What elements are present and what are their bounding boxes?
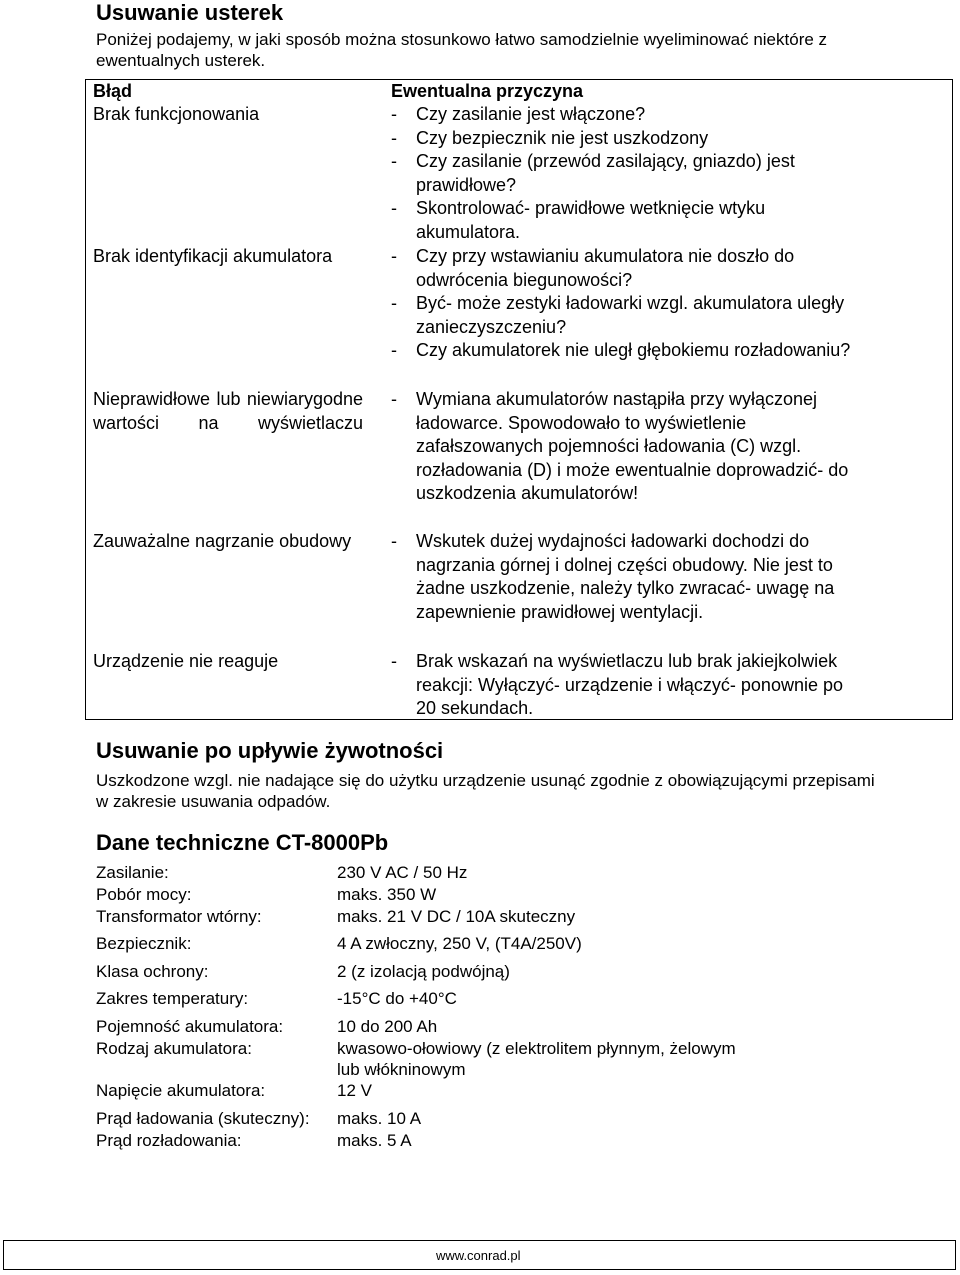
list-item: - Skontrolować- prawidłowe wetknięcie wtyku akumulatora. — [391, 198, 766, 242]
list-item: - Brak wskazań na wyświetlaczu lub brak jakiejkolwiek reakcji: Wyłączyć- urządzenie i włączyć- ponownie po 20 sekundach. — [391, 651, 843, 718]
spec-label-battery-capacity: Pojemność akumulatora: — [96, 1017, 284, 1036]
spec-value-power-supply: 230 V AC / 50 Hz — [337, 863, 468, 882]
error-wrong-values: Nieprawidłowe lub niewiarygodne wartości na wyświetlaczu — [93, 389, 363, 433]
footer-url: www.conrad.pl — [436, 1248, 521, 1263]
spec-label-protection-class: Klasa ochrony: — [96, 962, 209, 981]
spec-value-battery-capacity: 10 do 200 Ah — [337, 1017, 438, 1036]
section-title-specs: Dane techniczne CT-8000Pb — [96, 830, 389, 855]
spec-value-discharge-current: maks. 5 A — [337, 1131, 412, 1150]
spec-value-battery-voltage: 12 V — [337, 1081, 372, 1100]
table-header-cause: Ewentualna przyczyna — [391, 81, 584, 101]
spec-value-temperature-range: -15°C do +40°C — [337, 989, 457, 1008]
spec-label-power-consumption: Pobór mocy: — [96, 885, 192, 904]
spec-value-transformer: maks. 21 V DC / 10A skuteczny — [337, 907, 576, 926]
cause-list-no-function — [391, 103, 861, 244]
disposal-line-1: Uszkodzone wzgl. nie nadające się do użytku urządzenie usunąć zgodnie z obowiązującymi przepisami — [96, 771, 875, 790]
cause-list-wrong-values — [391, 388, 861, 506]
table-header-error: Błąd — [93, 81, 133, 101]
spec-label-transformer: Transformator wtórny: — [96, 907, 262, 926]
spec-label-battery-type: Rodzaj akumulatora: — [96, 1039, 252, 1058]
list-item: - Czy zasilanie (przewód zasilający, gniazdo) jest prawidłowe? — [391, 151, 795, 195]
spec-value-battery-type: kwasowo-ołowiowy (z elektrolitem płynnym, żelowym — [337, 1039, 736, 1058]
intro-line-1: Poniżej podajemy, w jaki sposób można stosunkowo łatwo samodzielnie wyeliminować niektóre z — [96, 30, 828, 49]
troubleshooting-intro — [96, 29, 958, 71]
spec-label-fuse: Bezpiecznik: — [96, 934, 192, 953]
cause-list-overheating — [391, 530, 861, 624]
list-item: - Czy akumulatorek nie uległ głębokiemu rozładowaniu? — [391, 340, 851, 360]
list-item: - Wskutek dużej wydajności ładowarki dochodzi do nagrzania górnej i dolnej części obudowy. Nie jest to żadne uszkodzenie, należy tylko zwracać- uwagę na zapewnienie prawidłowej wentylacji. — [391, 531, 835, 622]
spec-label-discharge-current: Prąd rozładowania: — [96, 1131, 242, 1150]
cause-list-no-response — [391, 650, 861, 721]
intro-line-2: ewentualnych usterek. — [96, 51, 266, 70]
section-title-troubleshooting: Usuwanie usterek — [96, 0, 284, 25]
list-item: - Czy zasilanie jest włączone? — [391, 104, 646, 124]
disposal-text — [96, 770, 958, 812]
disposal-line-2: w zakresie usuwania odpadów. — [96, 792, 331, 811]
list-item: - Wymiana akumulatorów nastąpiła przy wyłączonej ładowarce. Spowodowało to wyświetlenie zafałszowanych pojemności ładowania (C) wzgl. rozładowania (D) i może ewentualnie doprowadzić- do uszkodzenia akumulatorów! — [391, 389, 849, 503]
list-item: - Być- może zestyki ładowarki wzgl. akumulatora uległy zanieczyszczeniu? — [391, 293, 845, 337]
spec-label-charge-current: Prąd ładowania (skuteczny): — [96, 1109, 310, 1128]
list-item: - Czy bezpiecznik nie jest uszkodzony — [391, 127, 709, 148]
cause-list-no-identification — [391, 245, 861, 363]
spec-label-temperature-range: Zakres temperatury: — [96, 989, 249, 1008]
page-footer — [3, 1240, 956, 1270]
spec-value-fuse: 4 A zwłoczny, 250 V, (T4A/250V) — [337, 934, 582, 953]
error-no-response: Urządzenie nie reaguje — [93, 651, 279, 671]
error-no-battery-identification: Brak identyfikacji akumulatora — [93, 246, 333, 266]
spec-label-power-supply: Zasilanie: — [96, 863, 169, 882]
error-no-function: Brak funkcjonowania — [93, 104, 260, 124]
spec-value-battery-type-cont: lub włókninowym — [337, 1060, 466, 1079]
spec-value-charge-current: maks. 10 A — [337, 1109, 422, 1128]
section-title-disposal: Usuwanie po upływie żywotności — [96, 738, 444, 763]
error-overheating: Zauważalne nagrzanie obudowy — [93, 531, 352, 551]
troubleshooting-table — [85, 79, 953, 720]
spec-value-protection-class: 2 (z izolacją podwójną) — [337, 962, 510, 981]
spec-value-power-consumption: maks. 350 W — [337, 885, 437, 904]
list-item: - Czy przy wstawianiu akumulatora nie doszło do odwrócenia biegunowości? — [391, 246, 795, 290]
spec-label-battery-voltage: Napięcie akumulatora: — [96, 1081, 266, 1100]
